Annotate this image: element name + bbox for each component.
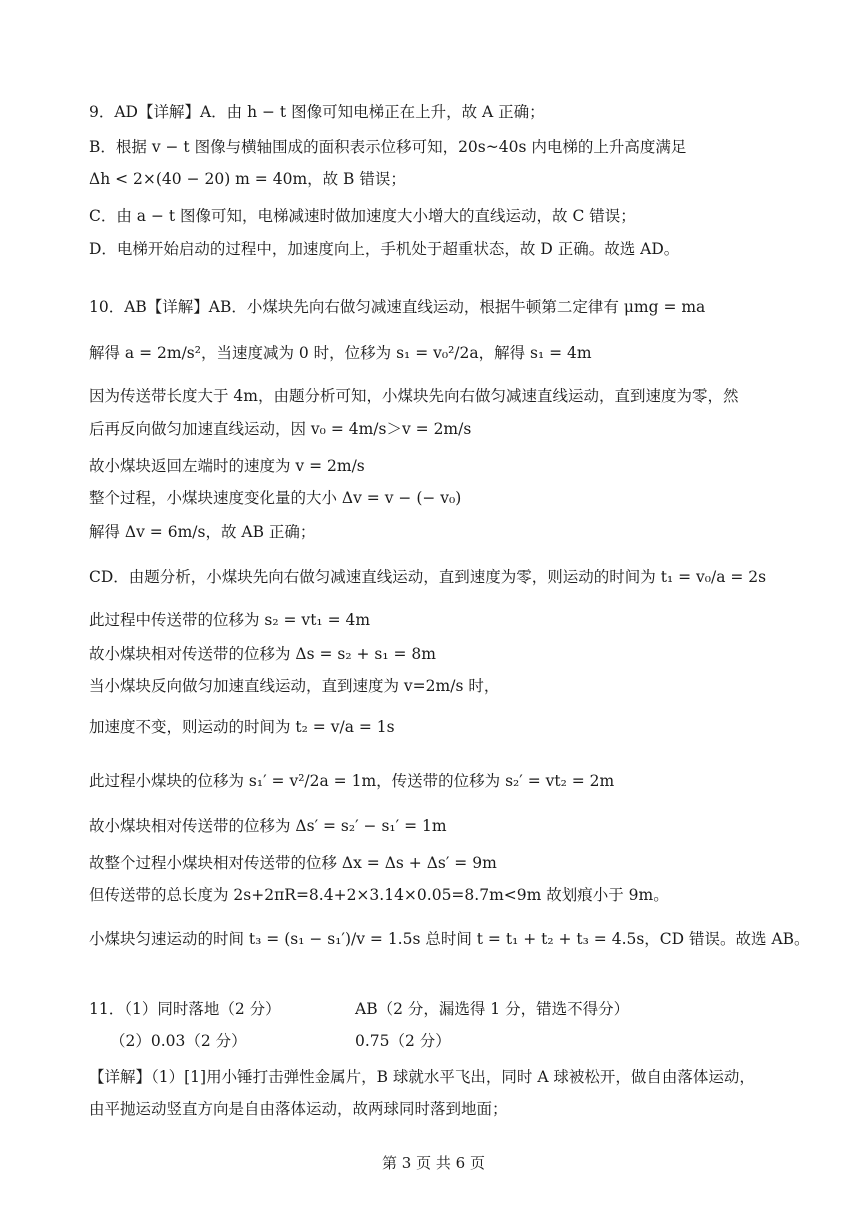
q10-line-10: 故小煤块相对传送带的位移为 Δs = s₂ + s₁ = 8m (89, 645, 436, 663)
q9-line-5: D．电梯开始启动的过程中，加速度向上，手机处于超重状态，故 D 正确。故选 AD。 (89, 240, 680, 258)
q10-line-9: 此过程中传送带的位移为 s₂ = vt₁ = 4m (89, 611, 371, 629)
q10-line-17: 小煤块匀速运动的时间 t₃ = (s₁ − s₁′)/v = 1.5s 总时间 t = t₁ + t₂ + t₃ = 4.5s，CD 错误。故选 AB。 (89, 930, 810, 948)
q10-line-15: 故整个过程小煤块相对传送带的位移 Δx = Δs + Δs′ = 9m (89, 854, 497, 872)
q10-line-5: 故小煤块返回左端时的速度为 v = 2m/s (89, 457, 365, 475)
q11-row-2 (110, 1030, 807, 1052)
q10-line-2: 解得 a = 2m/s²，当速度减为 0 时，位移为 s₁ = v₀²/2a，解得 s₁ = 4m (89, 344, 592, 362)
q10-line-4: 后再反向做匀加速直线运动，因 v₀ = 4m/s＞v = 2m/s (89, 420, 472, 438)
q10-line-6: 整个过程，小煤块速度变化量的大小 Δv = v − (− v₀) (89, 489, 462, 507)
q11-row-1 (89, 998, 807, 1020)
q11-detail-1: 【详解】（1）[1]用小锤打击弹性金属片，B 球就水平飞出，同时 A 球被松开，做自由落体运动， (89, 1068, 755, 1086)
page-footer: 第 3 页 共 6 页 (382, 1154, 485, 1172)
q10-line-8: CD．由题分析，小煤块先向右做匀减速直线运动，直到速度为零，则运动的时间为 t₁ = v₀/a = 2s (89, 568, 767, 586)
q10-line-12: 加速度不变，则运动的时间为 t₂ = v/a = 1s (89, 718, 395, 736)
q10-line-7: 解得 Δv = 6m/s，故 AB 正确； (89, 523, 316, 541)
q9-line-3: Δh < 2×(40 − 20) m = 40m，故 B 错误； (89, 170, 406, 188)
q10-line-14: 故小煤块相对传送带的位移为 Δs′ = s₂′ − s₁′ = 1m (89, 817, 447, 835)
q11-answer-2b: 0.75（2 分） (355, 1032, 451, 1050)
q10-line-11: 当小煤块反向做匀加速直线运动，直到速度为 v=2m/s 时， (89, 677, 500, 695)
q10-line-3: 因为传送带长度大于 4m，由题分析可知，小煤块先向右做匀减速直线运动，直到速度为零，然 (89, 387, 739, 405)
q11-answer-2: （2）0.03（2 分） (110, 1032, 247, 1050)
q10-line-1: 10．AB【详解】AB．小煤块先向右做匀减速直线运动，根据牛顿第二定律有 μmg = ma (89, 298, 706, 316)
q10-line-13: 此过程小煤块的位移为 s₁′ = v²/2a = 1m，传送带的位移为 s₂′ = vt₂ = 2m (89, 772, 615, 790)
q10-line-16: 但传送带的总长度为 2s+2πR=8.4+2×3.14×0.05=8.7m<9m 故划痕小于 9m。 (89, 886, 669, 904)
q9-line-4: C．由 a − t 图像可知，电梯减速时做加速度大小增大的直线运动，故 C 错误； (89, 207, 636, 225)
q9-line-1: 9．AD【详解】A．由 h − t 图像可知电梯正在上升，故 A 正确； (89, 103, 545, 121)
q11-answer-1b: AB（2 分，漏选得 1 分，错选不得分） (355, 1000, 630, 1018)
q9-line-2: B．根据 v − t 图像与横轴围成的面积表示位移可知，20s~40s 内电梯的上升高度满足 (89, 138, 687, 156)
q11-answer-1: 11．（1）同时落地（2 分） (89, 1000, 281, 1018)
q11-detail-2: 由平抛运动竖直方向是自由落体运动，故两球同时落到地面； (89, 1100, 508, 1118)
